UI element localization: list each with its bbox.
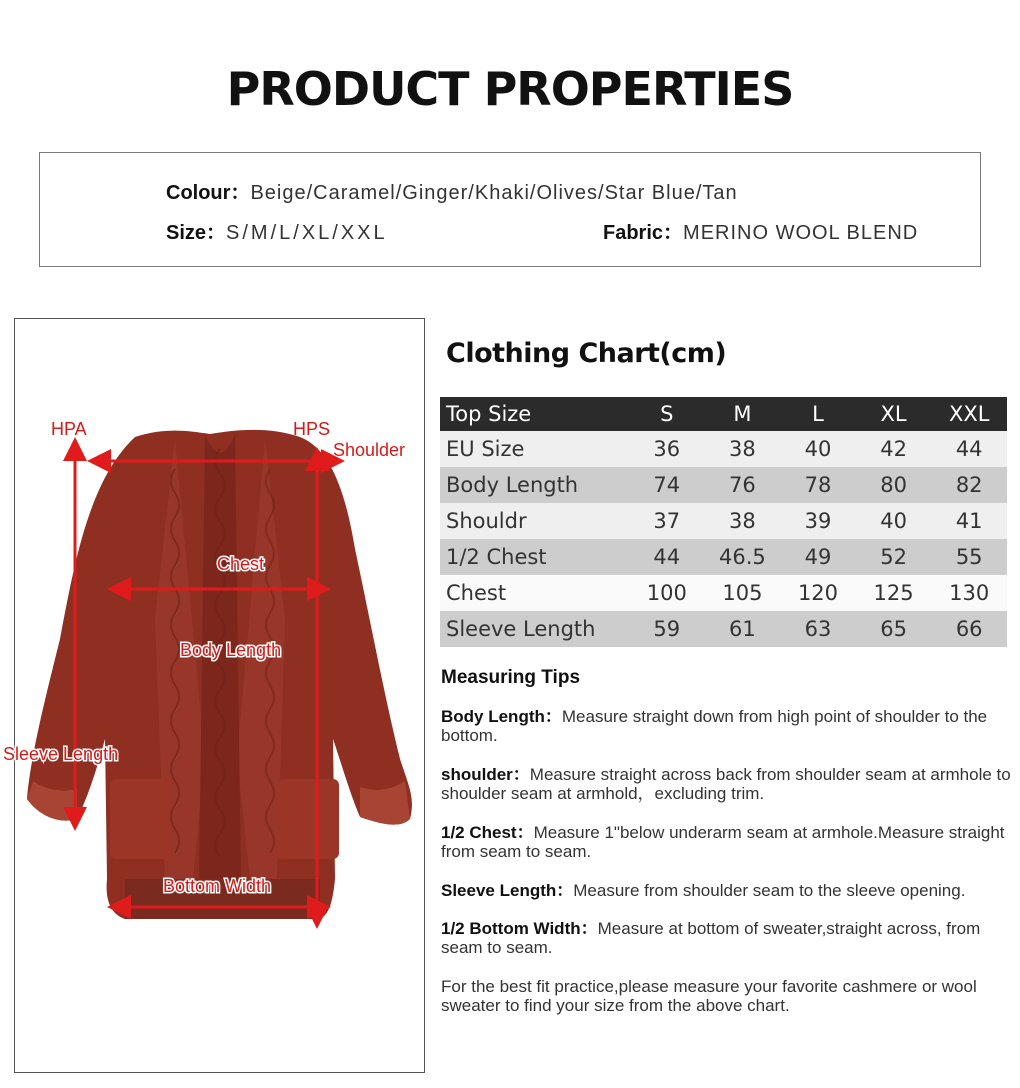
row-label: 1/2 Chest — [440, 539, 629, 575]
table-cell: 78 — [780, 467, 856, 503]
tip-text: Measure from shoulder seam to the sleeve opening. — [573, 881, 966, 900]
tip-key: 1/2 Bottom Width： — [441, 919, 598, 938]
tip-sleeve-length — [441, 881, 1011, 900]
colour-row — [166, 176, 738, 205]
table-row — [440, 539, 1007, 575]
sweater-diagram — [3, 319, 424, 1072]
table-cell: 40 — [856, 503, 932, 539]
table-cell: 76 — [705, 467, 781, 503]
table-cell: 39 — [780, 503, 856, 539]
sweater-measurement-image — [3, 318, 425, 1073]
tip-key: Body Length： — [441, 707, 562, 726]
table-header-cell: XL — [856, 397, 932, 431]
fabric-label: Fabric： — [603, 222, 684, 244]
table-cell: 36 — [629, 431, 705, 467]
tip-bottom-width — [441, 919, 1011, 957]
size-label: Size： — [166, 222, 227, 244]
tip-shoulder — [441, 765, 1011, 803]
colour-label: Colour： — [166, 182, 251, 204]
tip-text: Measure straight down from high point of shoulder to the bottom. — [441, 707, 988, 745]
shoulder-label: Shoulder — [333, 440, 406, 460]
table-cell: 44 — [931, 431, 1007, 467]
tip-half-chest — [441, 823, 1011, 861]
table-cell: 100 — [629, 575, 705, 611]
sleeve-length-label: Sleeve Length — [3, 744, 119, 764]
table-cell: 125 — [856, 575, 932, 611]
hps-label: HPS — [293, 419, 331, 439]
table-cell: 65 — [856, 611, 932, 647]
table-cell: 63 — [780, 611, 856, 647]
table-cell: 40 — [780, 431, 856, 467]
table-header-cell: L — [780, 397, 856, 431]
table-cell: 49 — [780, 539, 856, 575]
size-row — [166, 216, 388, 245]
table-cell: 52 — [856, 539, 932, 575]
row-label: Chest — [440, 575, 629, 611]
sweater-illustration — [27, 430, 412, 919]
table-cell: 46.5 — [705, 539, 781, 575]
table-row — [440, 575, 1007, 611]
table-header-cell: Top Size — [440, 397, 629, 431]
table-cell: 38 — [705, 431, 781, 467]
row-label: Sleeve Length — [440, 611, 629, 647]
tip-text: Measure 1"below underarm seam at armhole.Measure straight from seam to seam. — [441, 823, 1005, 861]
size-table — [440, 397, 1007, 647]
row-label: EU Size — [440, 431, 629, 467]
row-label: Body Length — [440, 467, 629, 503]
table-cell: 37 — [629, 503, 705, 539]
table-cell: 66 — [931, 611, 1007, 647]
tip-key: 1/2 Chest： — [441, 823, 534, 842]
table-cell: 55 — [931, 539, 1007, 575]
tip-key: shoulder： — [441, 765, 530, 784]
colour-value: Beige/Caramel/Ginger/Khaki/Olives/Star Blue/Tan — [250, 182, 738, 204]
table-header-row — [440, 397, 1007, 431]
table-cell: 74 — [629, 467, 705, 503]
table-cell: 82 — [931, 467, 1007, 503]
bottom-width-label: Bottom Width — [163, 876, 272, 896]
hpa-label: HPA — [51, 419, 87, 439]
table-cell: 120 — [780, 575, 856, 611]
table-cell: 61 — [705, 611, 781, 647]
tip-key: Sleeve Length： — [441, 881, 574, 900]
tip-advice: For the best fit practice,please measure your favorite cashmere or wool sweater to find your size from the above chart. — [441, 977, 977, 1015]
table-row — [440, 467, 1007, 503]
table-cell: 130 — [931, 575, 1007, 611]
body-length-label: Body Length — [180, 640, 282, 660]
measuring-tips-title: Measuring Tips — [441, 667, 581, 688]
size-value: S/M/L/XL/XXL — [226, 222, 388, 244]
table-row — [440, 611, 1007, 647]
table-header-cell: S — [629, 397, 705, 431]
chest-label: Chest — [217, 554, 265, 574]
page-title: PRODUCT PROPERTIES — [226, 62, 794, 116]
table-cell: 59 — [629, 611, 705, 647]
table-header-cell: XXL — [931, 397, 1007, 431]
tip-body-length — [441, 707, 1011, 745]
table-cell: 105 — [705, 575, 781, 611]
product-properties-box — [39, 152, 981, 267]
table-cell: 42 — [856, 431, 932, 467]
fabric-value: MERINO WOOL BLEND — [683, 222, 919, 244]
chart-title: Clothing Chart(cm) — [446, 338, 727, 369]
table-row — [440, 431, 1007, 467]
table-header-cell: M — [705, 397, 781, 431]
table-row — [440, 503, 1007, 539]
tip-text: Measure straight across back from shoulder seam at armhole to shoulder seam at armhold，excluding trim. — [441, 765, 1011, 803]
table-cell: 38 — [705, 503, 781, 539]
fabric-row — [603, 216, 918, 245]
tip-text: Measure at bottom of sweater,straight across, from seam to seam. — [441, 919, 981, 957]
table-cell: 44 — [629, 539, 705, 575]
row-label: Shouldr — [440, 503, 629, 539]
table-cell: 80 — [856, 467, 932, 503]
table-cell: 41 — [931, 503, 1007, 539]
